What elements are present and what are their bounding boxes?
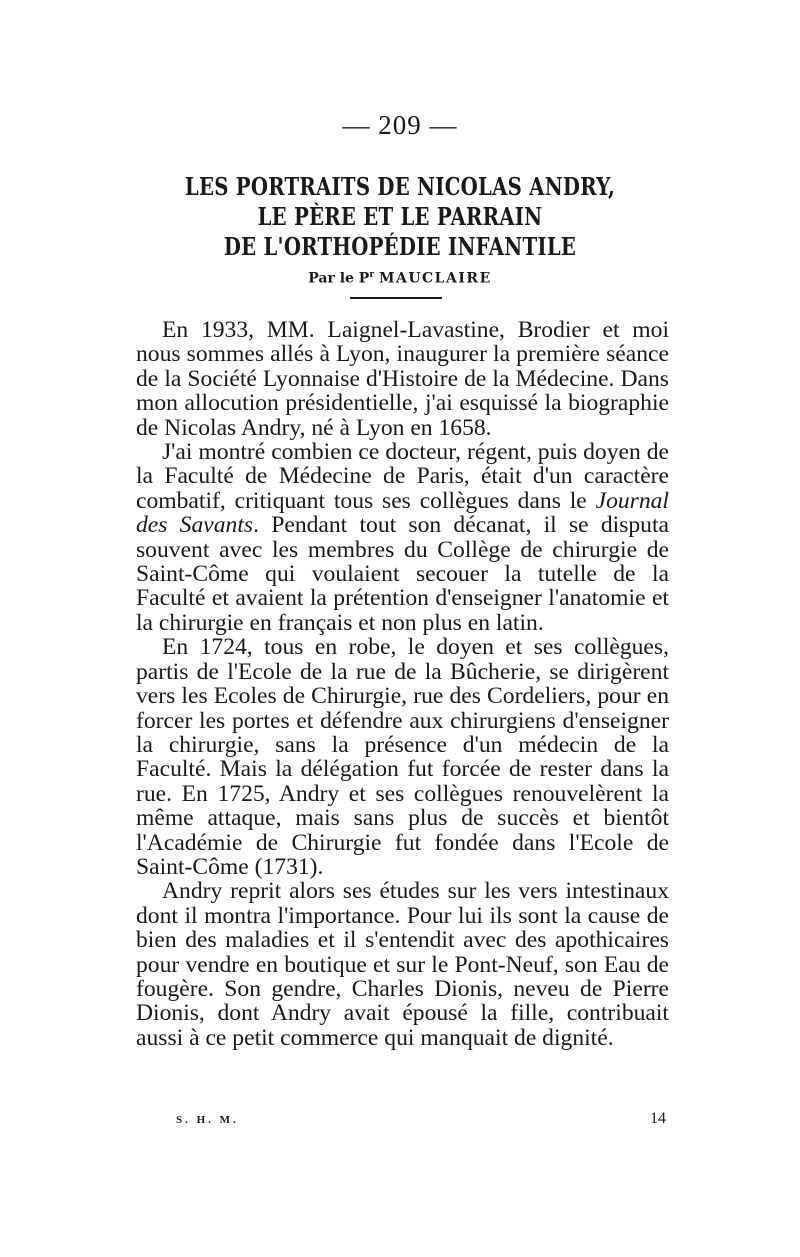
title-line-3: DE L'ORTHOPÉDIE INFANTILE bbox=[223, 232, 577, 261]
author-title-superscript: r bbox=[369, 270, 375, 280]
article-title-block bbox=[0, 172, 800, 289]
author-prefix: Par le P bbox=[308, 270, 370, 287]
journal-title: Journal des Savants bbox=[136, 487, 669, 539]
title-divider bbox=[350, 297, 442, 299]
article-body bbox=[136, 318, 669, 1050]
paragraph-2-text-start: J'ai montré combien ce docteur, régent, puis doyen de la Faculté de Médecine de Paris, était d'un caractère combatif, critiquant tous ses collègues dans le bbox=[136, 439, 669, 514]
author-name: MAUCLAIRE bbox=[378, 270, 492, 287]
paragraph-3: En 1724, tous en robe, le doyen et ses collègues, partis de l'Ecole de la rue de la Bûcherie, se dirigèrent vers les Ecoles de Chirurgie, rue des Cordeliers, pour en forcer les portes et défendre aux chirurgiens d'enseigner la chirurgie, sans la présence d'un médecin de la Faculté. Mais la délégation fut forcée de rester dans la rue. En 1725, Andry et ses collègues renouvelèrent la même attaque, mais sans plus de succès et bientôt l'Académie de Chirurgie fut fondée dans l'Ecole de Saint-Côme (1731). bbox=[136, 634, 669, 880]
page-number: — 209 — bbox=[342, 110, 458, 140]
signature-mark: S. H. M. bbox=[176, 1114, 239, 1126]
sheet-number: 14 bbox=[650, 1110, 666, 1127]
paragraph-2-text-end: . Pendant tout son décanat, il se disputa souvent avec les membres du Collège de chirurgie de Saint-Côme qui voulaient secouer la tutelle de la Faculté et avaient la prétention d'enseigner l'anatomie et la chirurgie en français et non plus en latin. bbox=[136, 512, 669, 636]
title-line-2: LE PÈRE ET LE PARRAIN bbox=[257, 202, 543, 231]
paragraph-1: En 1933, MM. Laignel-Lavastine, Brodier et moi nous sommes allés à Lyon, inaugurer la première séance de la Société Lyonnaise d'Histoire de la Médecine. Dans mon allocution présidentielle, j'ai esquissé la biographie de Nicolas Andry, né à Lyon en 1658. bbox=[136, 317, 669, 441]
author-byline bbox=[0, 265, 800, 289]
paragraph-4: Andry reprit alors ses études sur les vers intestinaux dont il montra l'importance. Pour lui ils sont la cause de bien des maladies et il s'entendit avec des apothicaires pour vendre en boutique et sur le Pont-Neuf, son Eau de fougère. Son gendre, Charles Dionis, neveu de Pierre Dionis, dont Andry avait épousé la fille, contribuait aussi à ce petit commerce qui manquait de dignité. bbox=[136, 878, 669, 1051]
paragraph-2 bbox=[136, 440, 669, 635]
title-line-1: LES PORTRAITS DE NICOLAS ANDRY, bbox=[184, 172, 616, 201]
